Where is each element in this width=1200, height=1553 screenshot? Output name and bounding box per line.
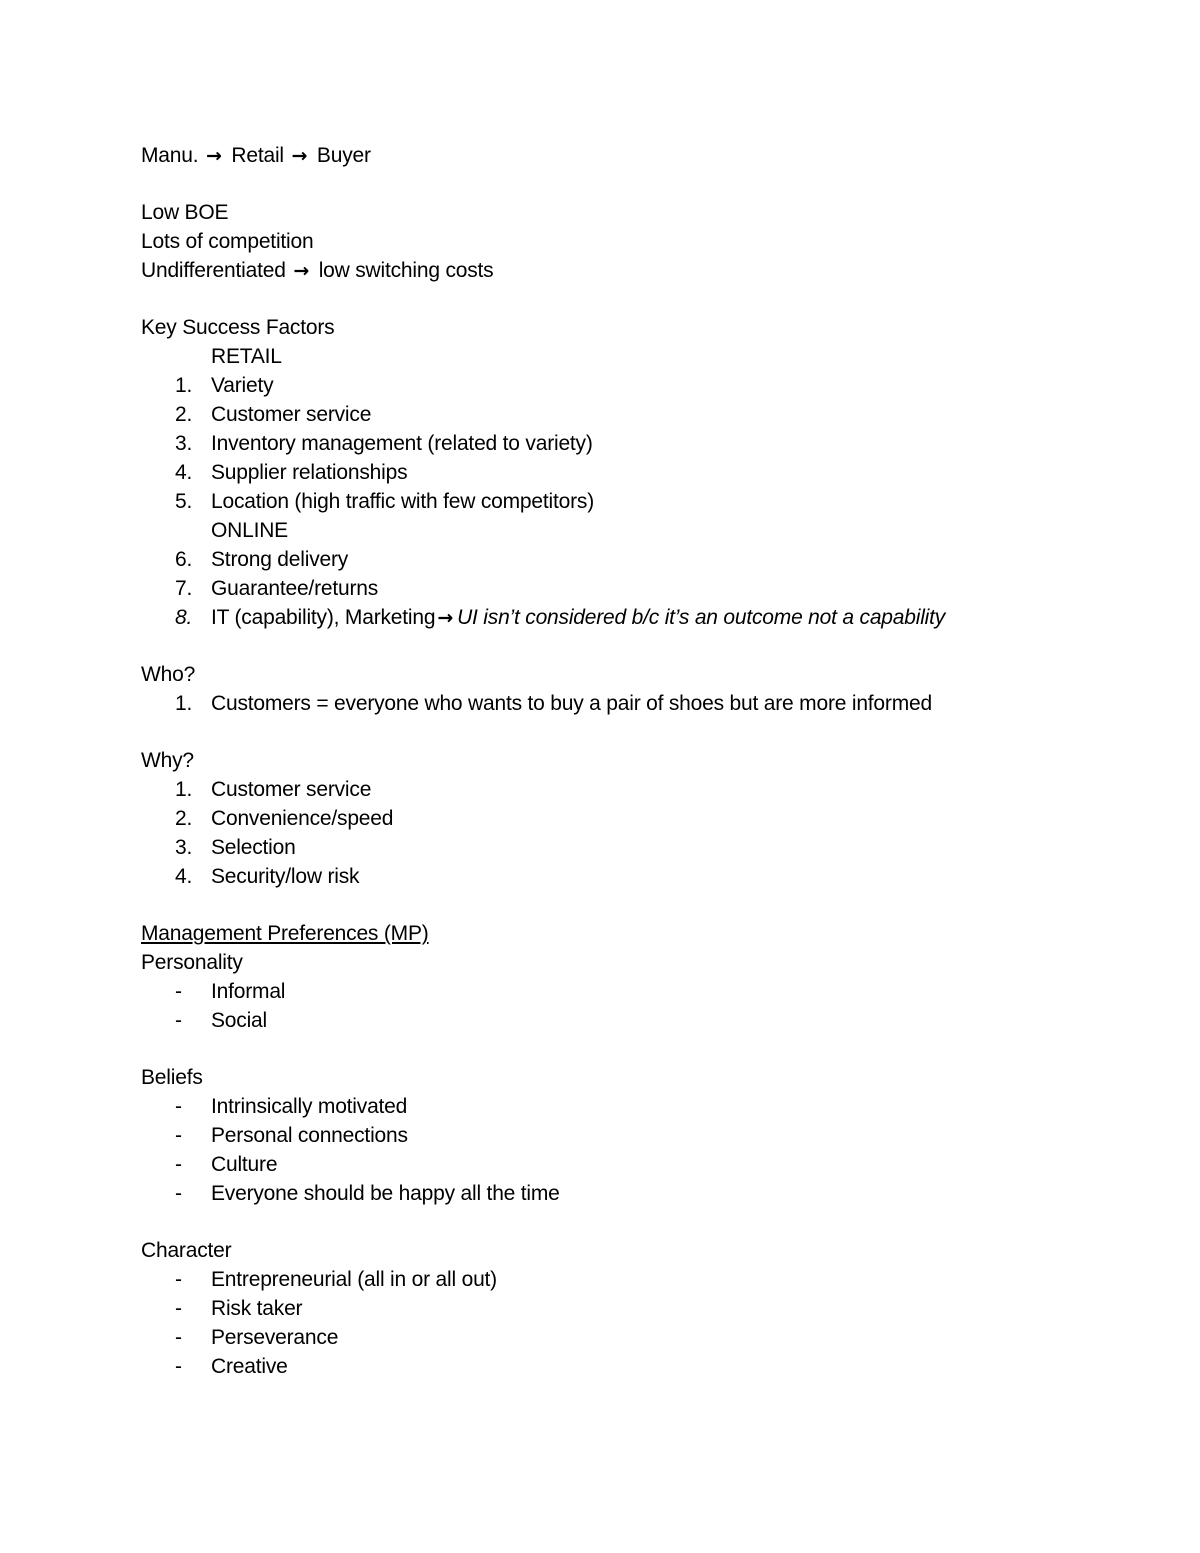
list-item: 1. Customers = everyone who wants to buy a pair of shoes but are more informed	[175, 692, 932, 715]
mp-heading: Management Preferences (MP)	[141, 922, 429, 945]
list-item: 1. Customer service	[175, 778, 372, 801]
online-label: ONLINE	[211, 519, 288, 542]
list-item: 2. Convenience/speed	[175, 807, 394, 830]
ksf-heading: Key Success Factors	[141, 316, 335, 339]
retail-label-line	[141, 342, 1101, 371]
flow-retail: Retail	[231, 144, 284, 167]
character-heading: Character	[141, 1239, 232, 1262]
flow-buyer: Buyer	[316, 144, 371, 167]
arrow-right-icon: →	[291, 145, 308, 167]
list-item: - Everyone should be happy all the time	[175, 1182, 560, 1205]
list-item: - Perseverance	[175, 1326, 339, 1349]
list-item: 4. Security/low risk	[175, 865, 360, 888]
why-heading: Why?	[141, 749, 194, 772]
list-item: 6. Strong delivery	[175, 548, 349, 571]
retail-label: RETAIL	[211, 345, 282, 368]
list-item: - Personal connections	[175, 1124, 408, 1147]
ui-note: UI isn’t considered b/c it’s an outcome not a capability	[457, 606, 946, 629]
list-item: - Risk taker	[175, 1297, 303, 1320]
arrow-right-icon: →	[437, 607, 454, 629]
list-item: 1. Variety	[175, 374, 274, 397]
list-item: 3. Selection	[175, 836, 296, 859]
competition-line: Lots of competition	[141, 230, 314, 253]
arrow-right-icon: →	[206, 145, 222, 167]
flow-manu: Manu.	[141, 144, 199, 167]
undifferentiated-line: Undifferentiated → low switching costs	[141, 259, 494, 282]
list-item: - Intrinsically motivated	[175, 1095, 408, 1118]
personality-heading: Personality	[141, 951, 243, 974]
low-boe-line: Low BOE	[141, 201, 229, 224]
list-item: 3. Inventory management (related to variety)	[175, 432, 593, 455]
supply-chain-line	[141, 141, 1101, 170]
list-item: 4. Supplier relationships	[175, 461, 408, 484]
who-heading: Who?	[141, 663, 196, 686]
list-item: 2. Customer service	[175, 403, 372, 426]
list-item: - Informal	[175, 980, 286, 1003]
beliefs-heading: Beliefs	[141, 1066, 203, 1089]
arrow-right-icon: →	[293, 260, 310, 282]
list-item: 7. Guarantee/returns	[175, 577, 379, 600]
list-item: - Creative	[175, 1355, 288, 1378]
list-item: - Social	[175, 1009, 267, 1032]
list-item: 5. Location (high traffic with few competitors)	[175, 490, 594, 513]
list-item: - Culture	[175, 1153, 278, 1176]
online-label-line	[141, 516, 1101, 545]
document-body	[141, 141, 1101, 1381]
list-item: - Entrepreneurial (all in or all out)	[175, 1268, 497, 1291]
list-item: 8. IT (capability), Marketing → UI isn’t considered b/c it’s an outcome not a capability	[175, 606, 946, 629]
